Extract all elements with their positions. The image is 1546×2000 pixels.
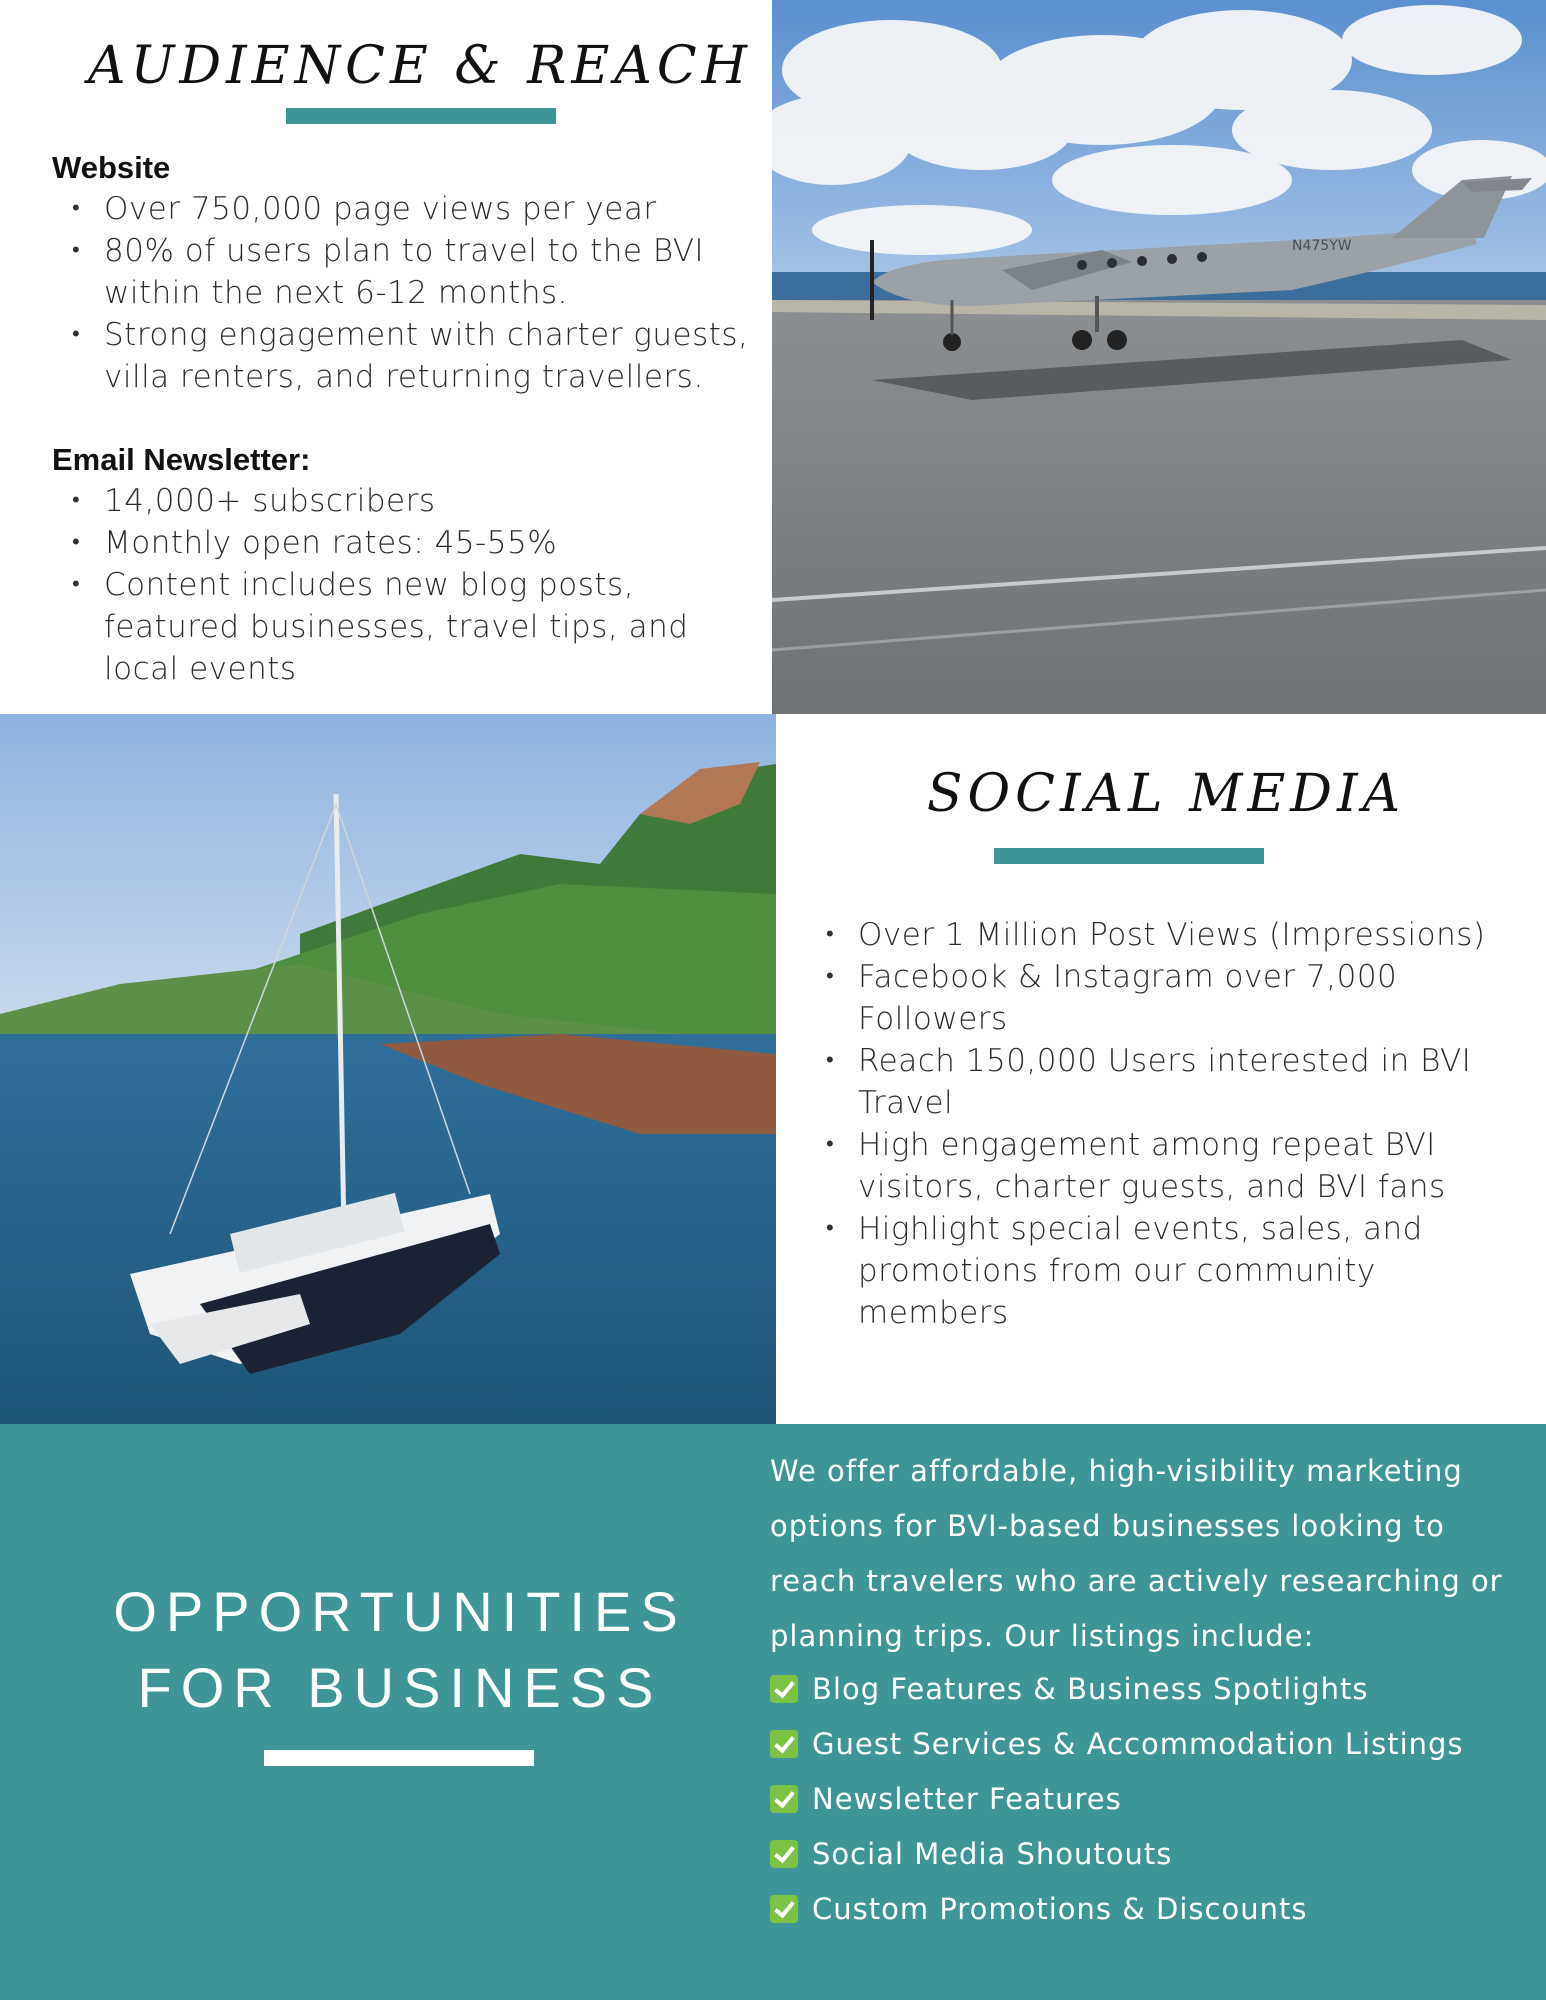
green-checkmark-icon <box>770 1895 798 1923</box>
listing-label: Social Media Shoutouts <box>812 1837 1173 1871</box>
list-item: • Over 750,000 page views per year <box>104 188 772 230</box>
listing-item <box>770 1782 1122 1816</box>
website-bullet-list <box>52 188 772 398</box>
business-title-line2: FOR BUSINESS <box>137 1656 663 1719</box>
list-item: • Content includes new blog posts, featured businesses, travel tips, and local events <box>104 564 744 690</box>
list-item: • Facebook & Instagram over 7,000 Followers <box>858 956 1498 1040</box>
list-item: • Monthly open rates: 45-55% <box>104 522 744 564</box>
listing-item <box>770 1727 1464 1761</box>
plane-photo-illustration <box>772 0 1546 714</box>
business-intro: We offer affordable, high-visibility marketing options for BVI-based businesses looking to reach travelers who are actively researching or planning trips. Our listings include: <box>770 1454 1503 1653</box>
green-checkmark-icon <box>770 1730 798 1758</box>
business-opportunities-section <box>0 1424 1546 2000</box>
social-media-section <box>776 714 1546 1424</box>
audience-title-underline <box>286 108 556 124</box>
listing-item <box>770 1892 1307 1926</box>
green-checkmark-icon <box>770 1785 798 1813</box>
social-title: SOCIAL MEDIA <box>926 764 1406 824</box>
audience-reach-section <box>0 0 772 714</box>
audience-title: AUDIENCE & REACH <box>88 36 752 96</box>
catamaran-near-coast-photo <box>0 714 776 1424</box>
list-item: • 80% of users plan to travel to the BVI within the next 6-12 months. <box>104 230 772 314</box>
newsletter-bullet-list <box>52 480 744 690</box>
list-item: • High engagement among repeat BVI visitors, charter guests, and BVI fans <box>858 1124 1498 1208</box>
listing-label: Newsletter Features <box>812 1782 1122 1816</box>
tail-number: N475YW <box>1292 238 1352 254</box>
list-item: • Reach 150,000 Users interested in BVI Travel <box>858 1040 1498 1124</box>
list-item: • Highlight special events, sales, and promotions from our community members <box>858 1208 1498 1334</box>
green-checkmark-icon <box>770 1840 798 1868</box>
list-item: • Strong engagement with charter guests, villa renters, and returning travellers. <box>104 314 772 398</box>
list-item: • Over 1 Million Post Views (Impressions) <box>858 914 1498 956</box>
plane-on-tarmac-photo <box>772 0 1546 714</box>
social-bullet-list <box>806 914 1498 1334</box>
green-checkmark-icon <box>770 1675 798 1703</box>
listing-label: Custom Promotions & Discounts <box>812 1892 1308 1926</box>
listing-label: Blog Features & Business Spotlights <box>812 1672 1369 1706</box>
social-title-underline <box>994 848 1264 864</box>
listing-label: Guest Services & Accommodation Listings <box>812 1727 1464 1761</box>
listing-item <box>770 1672 1368 1706</box>
newsletter-heading: Email Newsletter: <box>52 442 311 477</box>
website-heading: Website <box>52 150 171 185</box>
business-title-underline <box>264 1750 534 1766</box>
boat-photo-illustration <box>0 714 776 1424</box>
list-item: • 14,000+ subscribers <box>104 480 744 522</box>
listing-item <box>770 1837 1172 1871</box>
business-title-line1: OPPORTUNITIES <box>113 1580 687 1643</box>
